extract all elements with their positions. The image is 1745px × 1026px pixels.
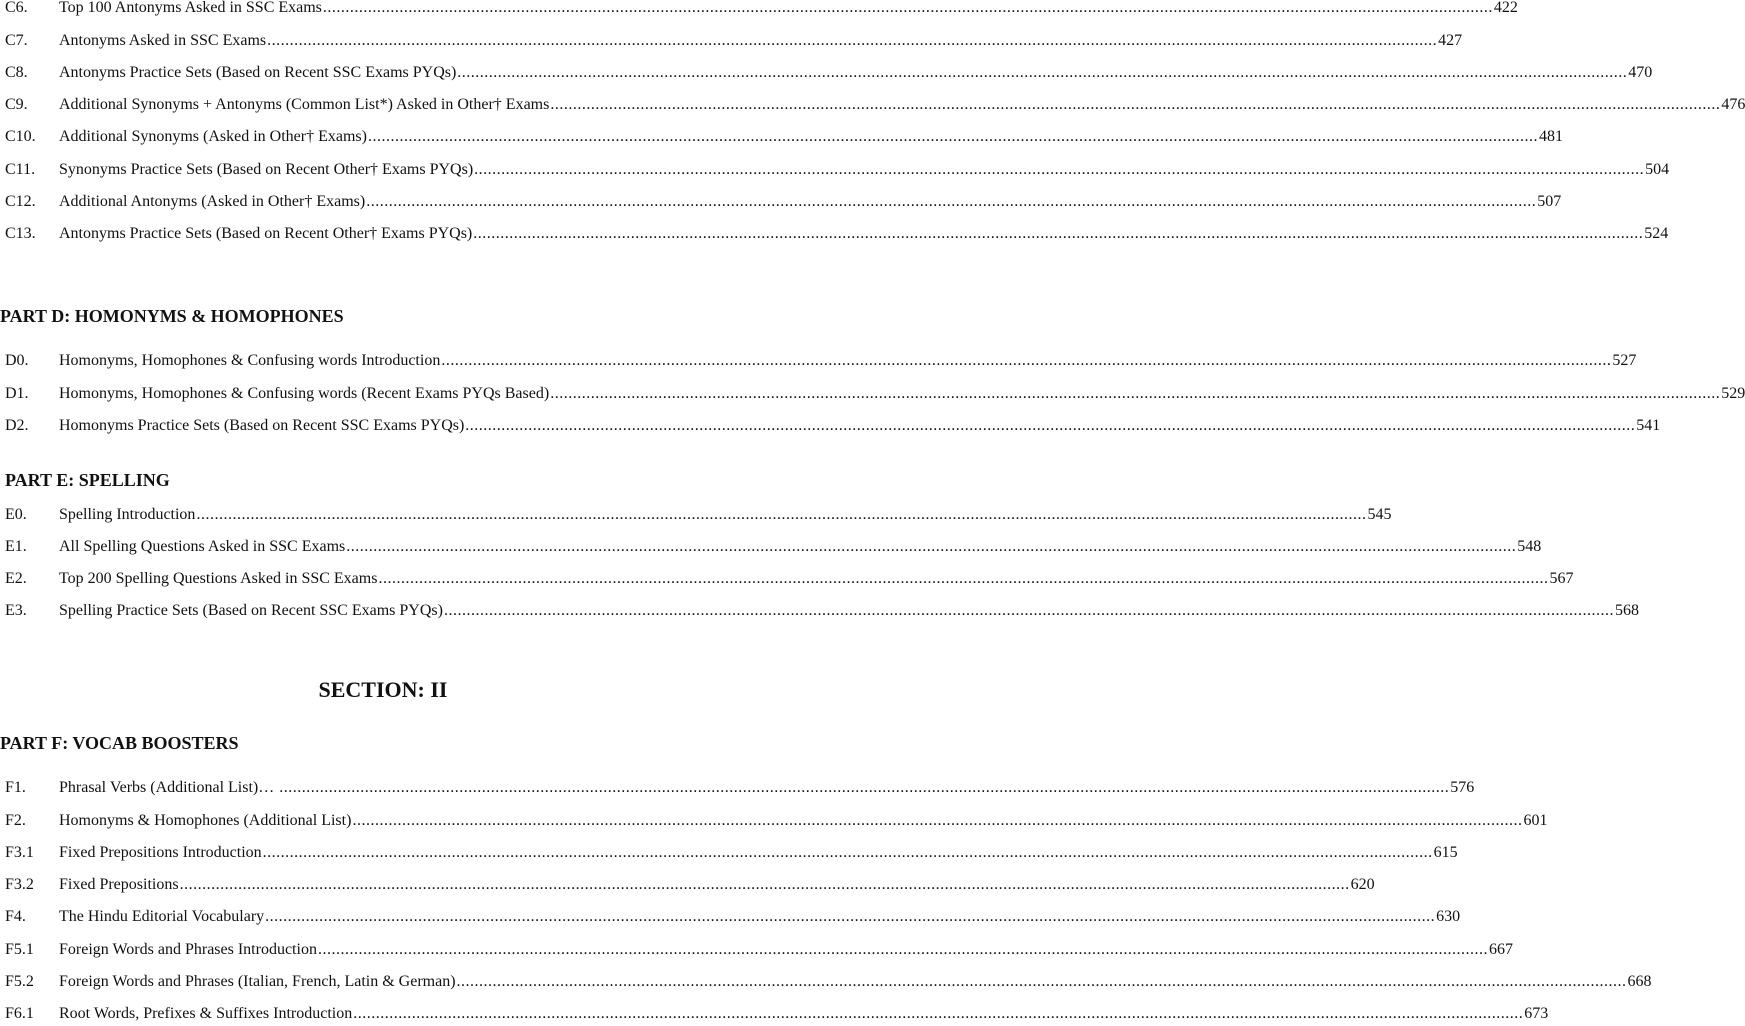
leader-dots: .................................................................................................................................................................................................................................................................... xyxy=(265,908,1436,925)
toc-row-c9 xyxy=(0,93,1745,117)
toc-page: 615 xyxy=(1433,844,1458,861)
toc-row-c6 xyxy=(0,0,1518,20)
toc-code: E2. xyxy=(5,570,27,587)
toc-title: Homonyms & Homophones (Additional List) xyxy=(59,812,352,829)
toc-code: C13. xyxy=(5,225,36,242)
leader-dots: .................................................................................................................................................................................................................................................................... xyxy=(378,570,1549,587)
toc-title: All Spelling Questions Asked in SSC Exams xyxy=(59,538,346,555)
toc-row-f3-2 xyxy=(0,873,1375,897)
toc-page: 673 xyxy=(1524,1005,1549,1022)
toc-code: C12. xyxy=(5,193,36,210)
toc-code: D1. xyxy=(5,385,29,402)
part-d-heading: PART D: HOMONYMS & HOMOPHONES xyxy=(0,306,344,326)
toc-page: 548 xyxy=(1517,538,1542,555)
leader-dots: .................................................................................................................................................................................................................................................................... xyxy=(179,876,1350,893)
toc-page: 504 xyxy=(1645,161,1670,178)
toc-row-f2 xyxy=(0,809,1548,833)
toc-code: F2. xyxy=(5,812,26,829)
toc-page: 667 xyxy=(1488,941,1513,958)
toc-row-c12 xyxy=(0,190,1562,214)
leader-dots: .................................................................................................................................................................................................................................................................... xyxy=(196,506,1367,523)
toc-title: Foreign Words and Phrases (Italian, French, Latin & German) xyxy=(59,973,456,990)
leader-dots: .................................................................................................................................................................................................................................................................... xyxy=(457,64,1628,81)
toc-code: F4. xyxy=(5,908,26,925)
toc-page: 470 xyxy=(1628,64,1653,81)
toc-title: Additional Antonyms (Asked in Other† Exams) xyxy=(59,193,366,210)
leader-dots: .................................................................................................................................................................................................................................................................... xyxy=(473,225,1644,242)
toc-row-d0 xyxy=(0,349,1637,373)
toc-title: Additional Synonyms + Antonyms (Common List*) Asked in Other† Exams xyxy=(59,96,550,113)
toc-code: E3. xyxy=(5,602,27,619)
toc-title: Additional Synonyms (Asked in Other† Exams) xyxy=(59,128,367,145)
toc-page: 567 xyxy=(1549,570,1574,587)
leader-dots: .................................................................................................................................................................................................................................................................... xyxy=(346,538,1517,555)
leader-dots: .................................................................................................................................................................................................................................................................... xyxy=(550,385,1721,402)
toc-code: F6.1 xyxy=(5,1005,34,1022)
leader-dots: .................................................................................................................................................................................................................................................................... xyxy=(353,1005,1524,1022)
toc-title: Homonyms, Homophones & Confusing words (Recent Exams PYQs Based) xyxy=(59,385,550,402)
toc-page: 527 xyxy=(1612,352,1637,369)
toc-row-c10 xyxy=(0,125,1563,149)
toc-row-e3 xyxy=(0,599,1639,623)
toc-code: C7. xyxy=(5,32,28,49)
toc-page: 427 xyxy=(1438,32,1463,49)
toc-title: Fixed Prepositions Introduction xyxy=(59,844,262,861)
toc-row-f1 xyxy=(0,776,1475,800)
toc-title: Antonyms Practice Sets (Based on Recent SSC Exams PYQs) xyxy=(59,64,457,81)
leader-dots: .................................................................................................................................................................................................................................................................... xyxy=(262,844,1433,861)
leader-dots: .................................................................................................................................................................................................................................................................... xyxy=(474,161,1645,178)
toc-title: The Hindu Editorial Vocabulary xyxy=(59,908,265,925)
toc-page: 524 xyxy=(1644,225,1669,242)
toc-code: F3.2 xyxy=(5,876,34,893)
toc-title: Root Words, Prefixes & Suffixes Introduction xyxy=(59,1005,353,1022)
toc-title: Fixed Prepositions xyxy=(59,876,179,893)
toc-row-c13 xyxy=(0,222,1669,246)
toc-page: 507 xyxy=(1537,193,1562,210)
toc-page: 545 xyxy=(1367,506,1392,523)
toc-title: Spelling Introduction xyxy=(59,506,196,523)
toc-code: C8. xyxy=(5,64,28,81)
toc-title: Homonyms, Homophones & Confusing words Introduction xyxy=(59,352,441,369)
leader-dots: .................................................................................................................................................................................................................................................................... xyxy=(550,96,1721,113)
toc-code: C10. xyxy=(5,128,36,145)
toc-page: 568 xyxy=(1614,602,1639,619)
leader-dots: .................................................................................................................................................................................................................................................................... xyxy=(366,193,1537,210)
toc-code: F1. xyxy=(5,779,26,796)
toc-row-e2 xyxy=(0,567,1574,591)
toc-code: C11. xyxy=(5,161,36,178)
toc-page: 620 xyxy=(1350,876,1375,893)
toc-row-f4 xyxy=(0,905,1461,929)
section-ii-heading: SECTION: II xyxy=(318,677,448,702)
toc-row-f3-1 xyxy=(0,841,1458,865)
toc-row-d2 xyxy=(0,414,1661,438)
leader-dots: .................................................................................................................................................................................................................................................................... xyxy=(352,812,1523,829)
toc-row-f5-2 xyxy=(0,970,1652,994)
leader-dots: .................................................................................................................................................................................................................................................................... xyxy=(317,941,1488,958)
toc-page: 476 xyxy=(1721,96,1745,113)
toc-title: Spelling Practice Sets (Based on Recent SSC Exams PYQs) xyxy=(59,602,443,619)
leader-dots: .................................................................................................................................................................................................................................................................... xyxy=(465,417,1636,434)
toc-row-c8 xyxy=(0,61,1653,85)
toc-page: 630 xyxy=(1436,908,1461,925)
toc-code: F5.1 xyxy=(5,941,34,958)
toc-page: 529 xyxy=(1721,385,1745,402)
toc-page: 541 xyxy=(1636,417,1661,434)
toc-page: 576 xyxy=(1450,779,1475,796)
toc-code: F3.1 xyxy=(5,844,34,861)
toc-title: Top 100 Antonyms Asked in SSC Exams xyxy=(59,0,322,16)
toc-title: Phrasal Verbs (Additional List)… xyxy=(59,779,279,796)
toc-code: F5.2 xyxy=(5,973,34,990)
toc-title: Homonyms Practice Sets (Based on Recent SSC Exams PYQs) xyxy=(59,417,465,434)
leader-dots: .................................................................................................................................................................................................................................................................... xyxy=(322,0,1493,16)
leader-dots: .................................................................................................................................................................................................................................................................... xyxy=(441,352,1612,369)
toc-row-c11 xyxy=(0,158,1670,182)
toc-code: C6. xyxy=(5,0,28,16)
leader-dots: .................................................................................................................................................................................................................................................................... xyxy=(367,128,1538,145)
toc-title: Antonyms Practice Sets (Based on Recent Other† Exams PYQs) xyxy=(59,225,473,242)
part-f-heading: PART F: VOCAB BOOSTERS xyxy=(0,733,239,753)
toc-row-e1 xyxy=(0,535,1542,559)
toc-row-d1 xyxy=(0,382,1745,406)
leader-dots: .................................................................................................................................................................................................................................................................... xyxy=(456,973,1627,990)
toc-code: E0. xyxy=(5,506,27,523)
toc-code: D0. xyxy=(5,352,29,369)
toc-page: 481 xyxy=(1538,128,1563,145)
toc-page: 601 xyxy=(1523,812,1548,829)
leader-dots: .................................................................................................................................................................................................................................................................... xyxy=(443,602,1614,619)
toc-row-f6-1 xyxy=(0,1002,1549,1026)
toc-title: Synonyms Practice Sets (Based on Recent Other† Exams PYQs) xyxy=(59,161,474,178)
toc-title: Foreign Words and Phrases Introduction xyxy=(59,941,317,958)
toc-code: D2. xyxy=(5,417,29,434)
toc-code: E1. xyxy=(5,538,27,555)
toc-row-e0 xyxy=(0,503,1392,527)
part-e-heading: PART E: SPELLING xyxy=(5,470,170,490)
toc-title: Top 200 Spelling Questions Asked in SSC Exams xyxy=(59,570,378,587)
toc-row-c7 xyxy=(0,29,1463,53)
toc-code: C9. xyxy=(5,96,28,113)
toc-page: 668 xyxy=(1627,973,1652,990)
leader-dots: .................................................................................................................................................................................................................................................................... xyxy=(267,32,1438,49)
toc-title: Antonyms Asked in SSC Exams xyxy=(59,32,267,49)
leader-dots: .................................................................................................................................................................................................................................................................... xyxy=(279,779,1450,796)
toc-row-f5-1 xyxy=(0,938,1513,962)
toc-page: 422 xyxy=(1493,0,1518,16)
